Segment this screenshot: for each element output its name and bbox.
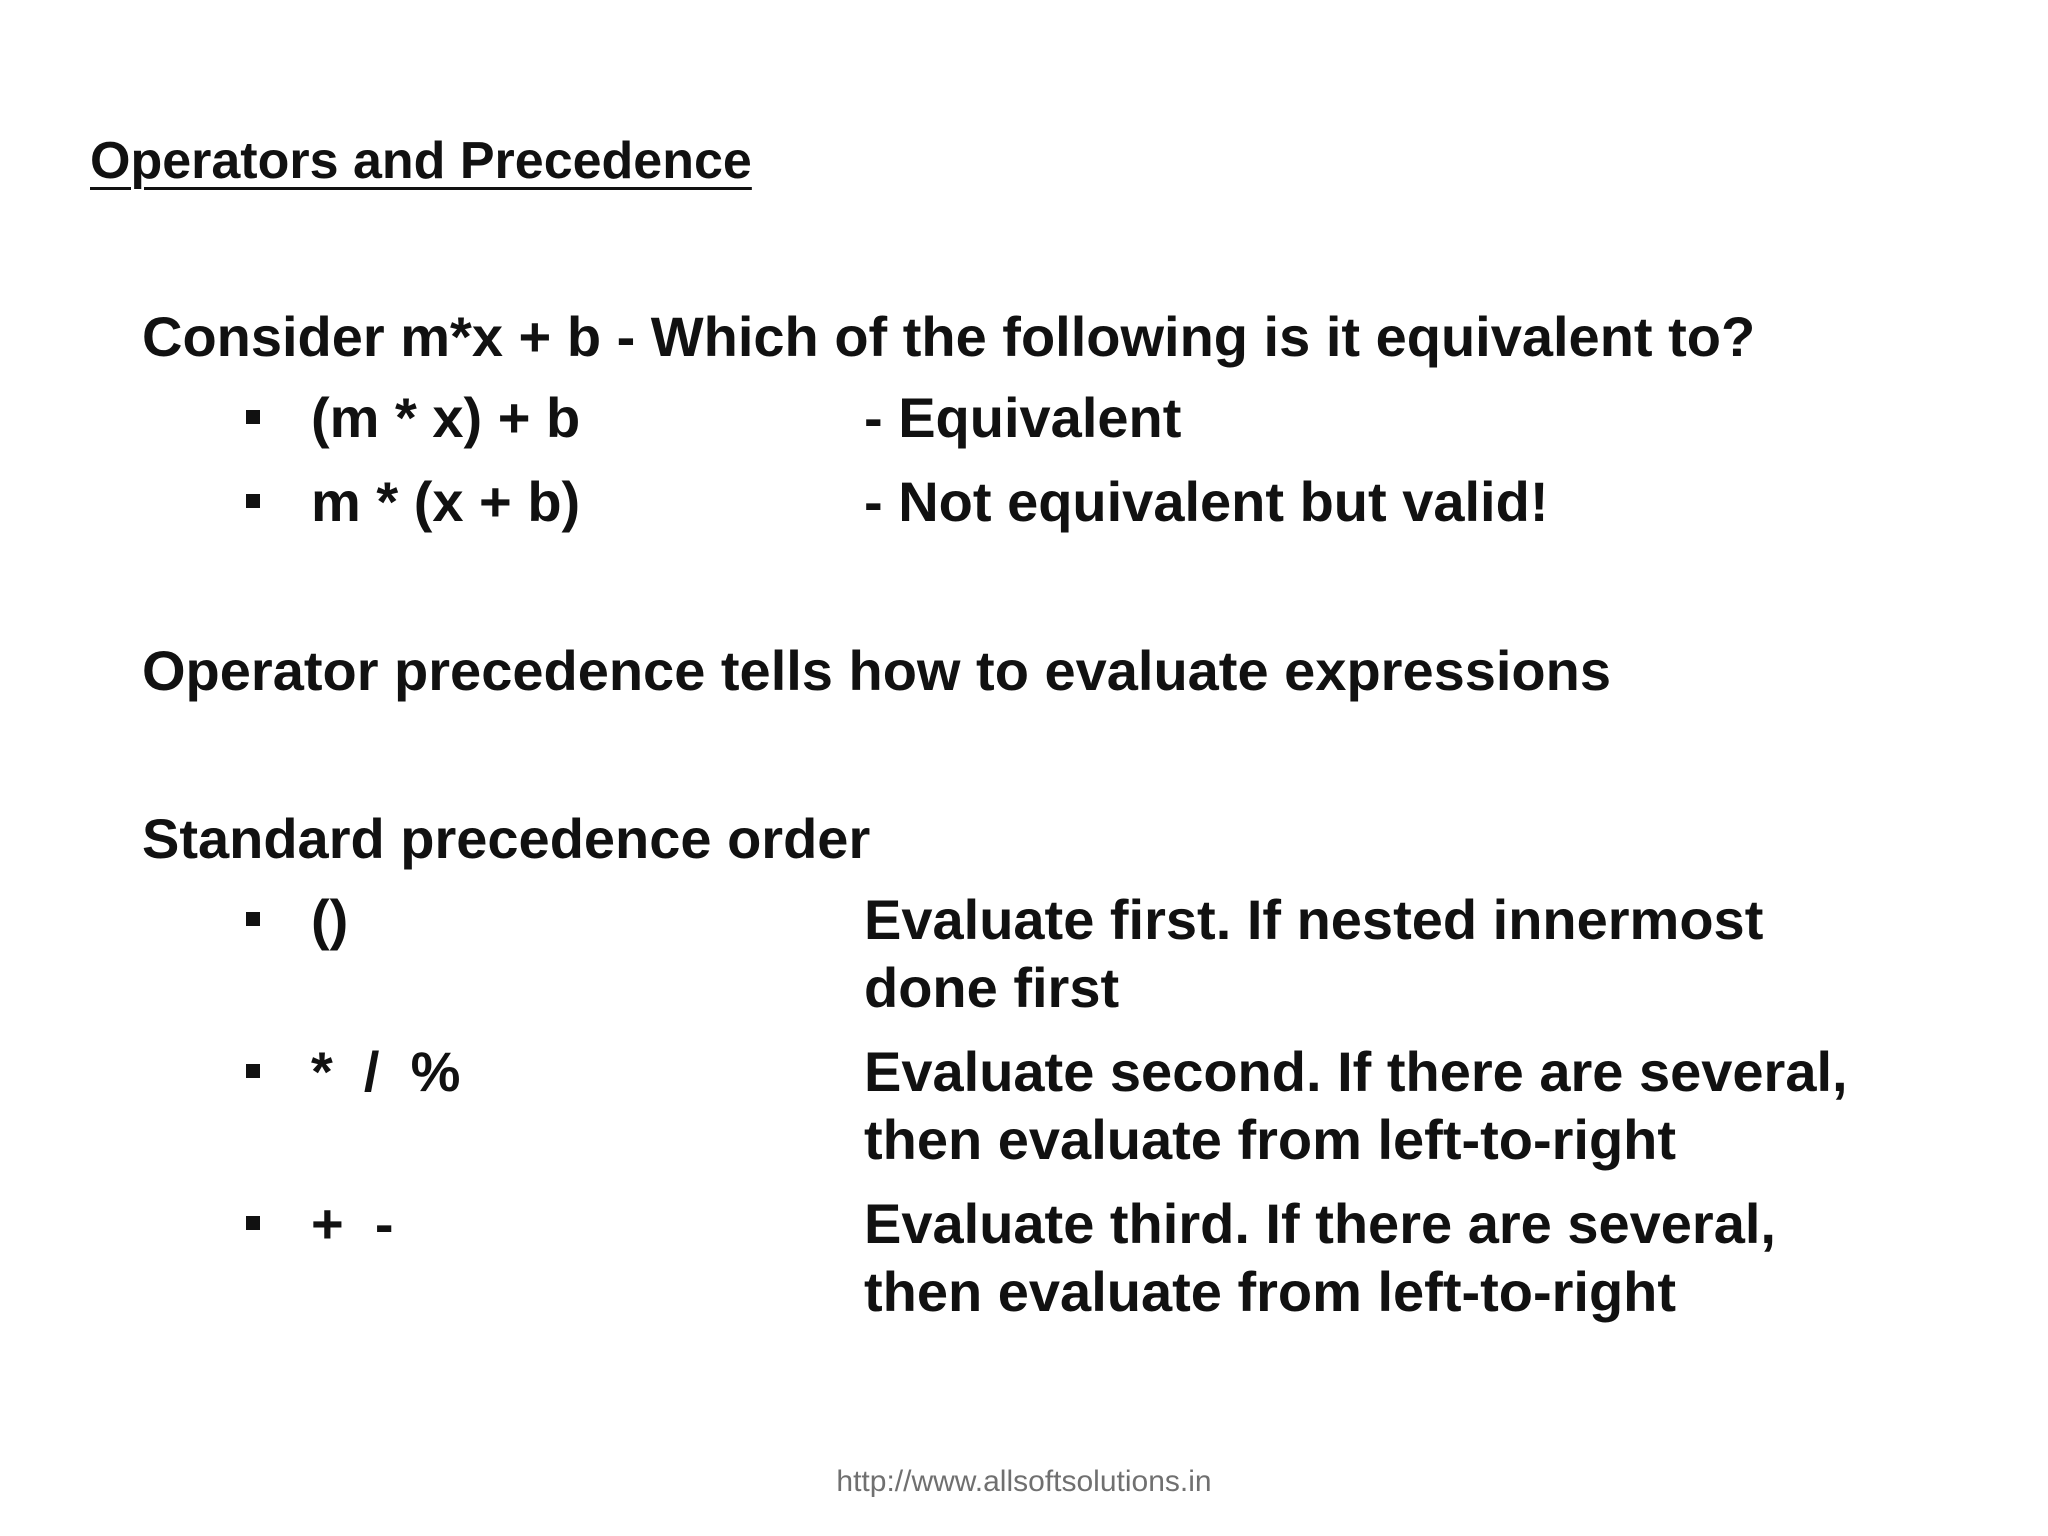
order-heading: Standard precedence order (142, 807, 871, 870)
slide-title: Operators and Precedence (90, 132, 752, 190)
operator-term: () (311, 888, 349, 951)
precedence-statement: Operator precedence tells how to evaluate expressions (142, 639, 1611, 702)
expression-verdict: - Not equivalent but valid! (864, 470, 1549, 533)
operator-description: Evaluate second. If there are several, then evaluate from left-to-right (864, 1040, 1848, 1171)
question-text: Consider m*x + b - Which of the following is it equivalent to? (142, 305, 1756, 368)
operator-description: Evaluate third. If there are several, then evaluate from left-to-right (864, 1192, 1776, 1323)
square-bullet-icon (246, 494, 260, 508)
expression-verdict: - Equivalent (864, 386, 1182, 449)
footer-url: http://www.allsoftsolutions.in (836, 1465, 1212, 1498)
square-bullet-icon (246, 912, 260, 926)
expression-term: m * (x + b) (311, 470, 581, 533)
operator-description: Evaluate first. If nested innermost done first (864, 888, 1764, 1019)
square-bullet-icon (246, 1064, 260, 1078)
operator-term: + - (311, 1192, 394, 1255)
expression-term: (m * x) + b (311, 386, 581, 449)
operator-term: * / % (311, 1040, 461, 1103)
square-bullet-icon (246, 410, 260, 424)
square-bullet-icon (246, 1216, 260, 1230)
